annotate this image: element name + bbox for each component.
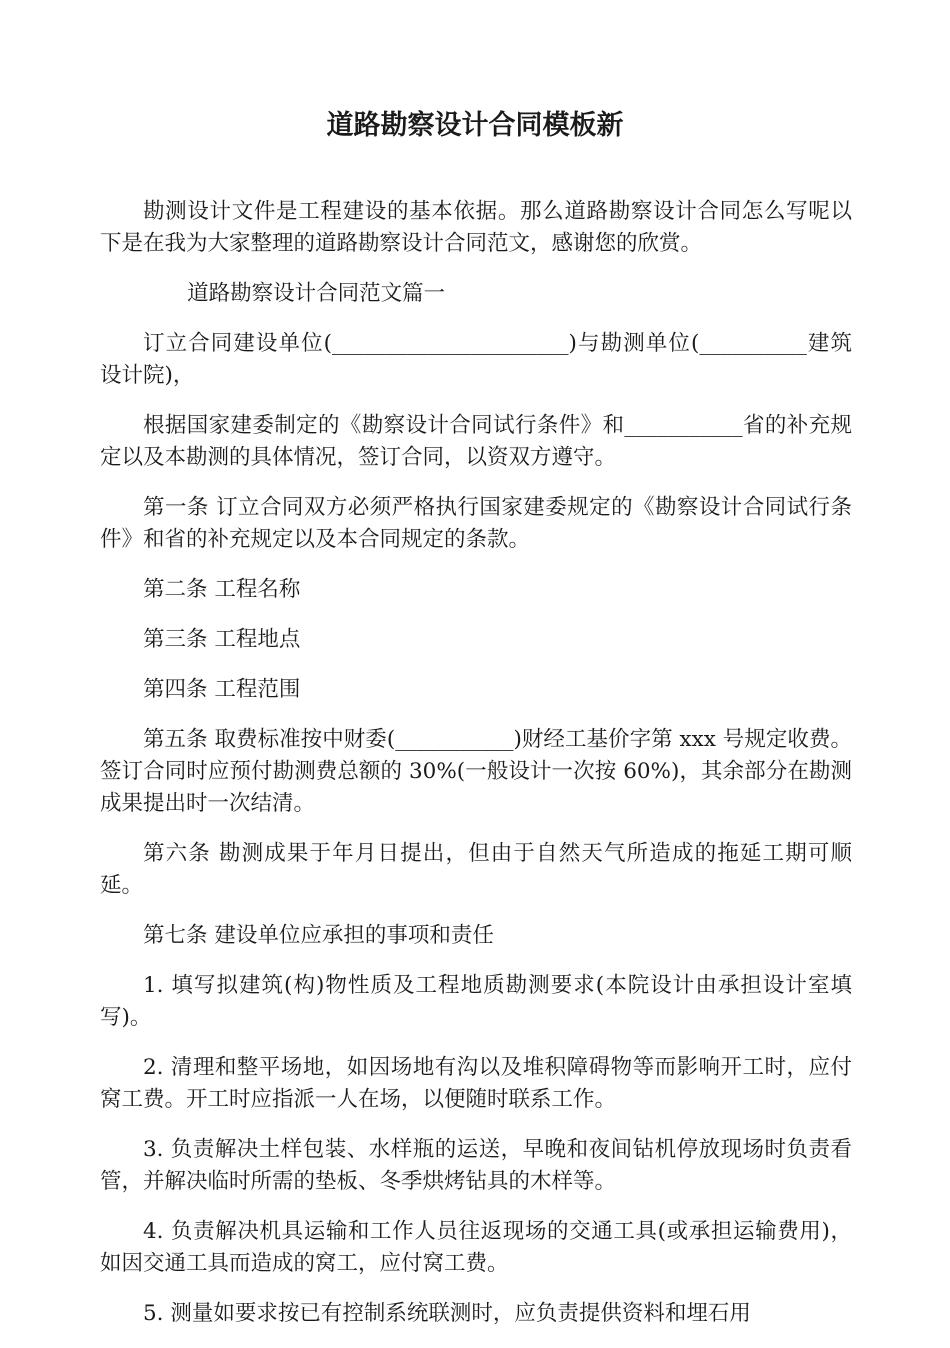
article-1: 第一条 订立合同双方必须严格执行国家建委规定的《勘察设计合同试行条件》和省的补充规定以及本合同规定的条款。 xyxy=(100,495,852,552)
section-heading: 道路勘察设计合同范文篇一 xyxy=(187,281,446,306)
list-item-5: 5. 测量如要求按已有控制系统联测时，应负责提供资料和埋石用 xyxy=(143,1301,751,1326)
article-2: 第二条 工程名称 xyxy=(143,577,301,602)
article-3: 第三条 工程地点 xyxy=(143,627,301,652)
basis-paragraph: 根据国家建委制定的《勘察设计合同试行条件》和___________省的补充规定以及本勘测的具体情况，签订合同，以资双方遵守。 xyxy=(100,413,852,470)
parties-paragraph: 订立合同建设单位(______________________)与勘测单位(__________建筑设计院)， xyxy=(100,331,852,388)
article-7: 第七条 建设单位应承担的事项和责任 xyxy=(143,923,494,948)
intro-paragraph: 勘测设计文件是工程建设的基本依据。那么道路勘察设计合同怎么写呢以下是在我为大家整理的道路勘察设计合同范文，感谢您的欣赏。 xyxy=(100,199,852,256)
list-item-3: 3. 负责解决土样包装、水样瓶的运送，早晚和夜间钻机停放现场时负责看管，并解决临时所需的垫板、冬季烘烤钻具的木样等。 xyxy=(100,1137,852,1194)
article-5: 第五条 取费标准按中财委(___________)财经工基价字第 xxx 号规定收费。签订合同时应预付勘测费总额的 30%(一般设计一次按 60%)，其余部分在勘测成果提出时一次结清。 xyxy=(100,727,852,816)
list-item-1: 1. 填写拟建筑(构)物性质及工程地质勘测要求(本院设计由承担设计室填写)。 xyxy=(100,973,852,1030)
document-body xyxy=(100,196,852,1348)
list-item-4: 4. 负责解决机具运输和工作人员往返现场的交通工具(或承担运输费用)，如因交通工具而造成的窝工，应付窝工费。 xyxy=(100,1219,852,1276)
list-item-2: 2. 清理和整平场地，如因场地有沟以及堆积障碍物等而影响开工时，应付窝工费。开工时应指派一人在场，以便随时联系工作。 xyxy=(100,1055,852,1112)
document-title: 道路勘察设计合同模板新 xyxy=(326,110,624,141)
article-6: 第六条 勘测成果于年月日提出，但由于自然天气所造成的拖延工期可顺延。 xyxy=(100,841,852,898)
article-4: 第四条 工程范围 xyxy=(143,677,301,702)
